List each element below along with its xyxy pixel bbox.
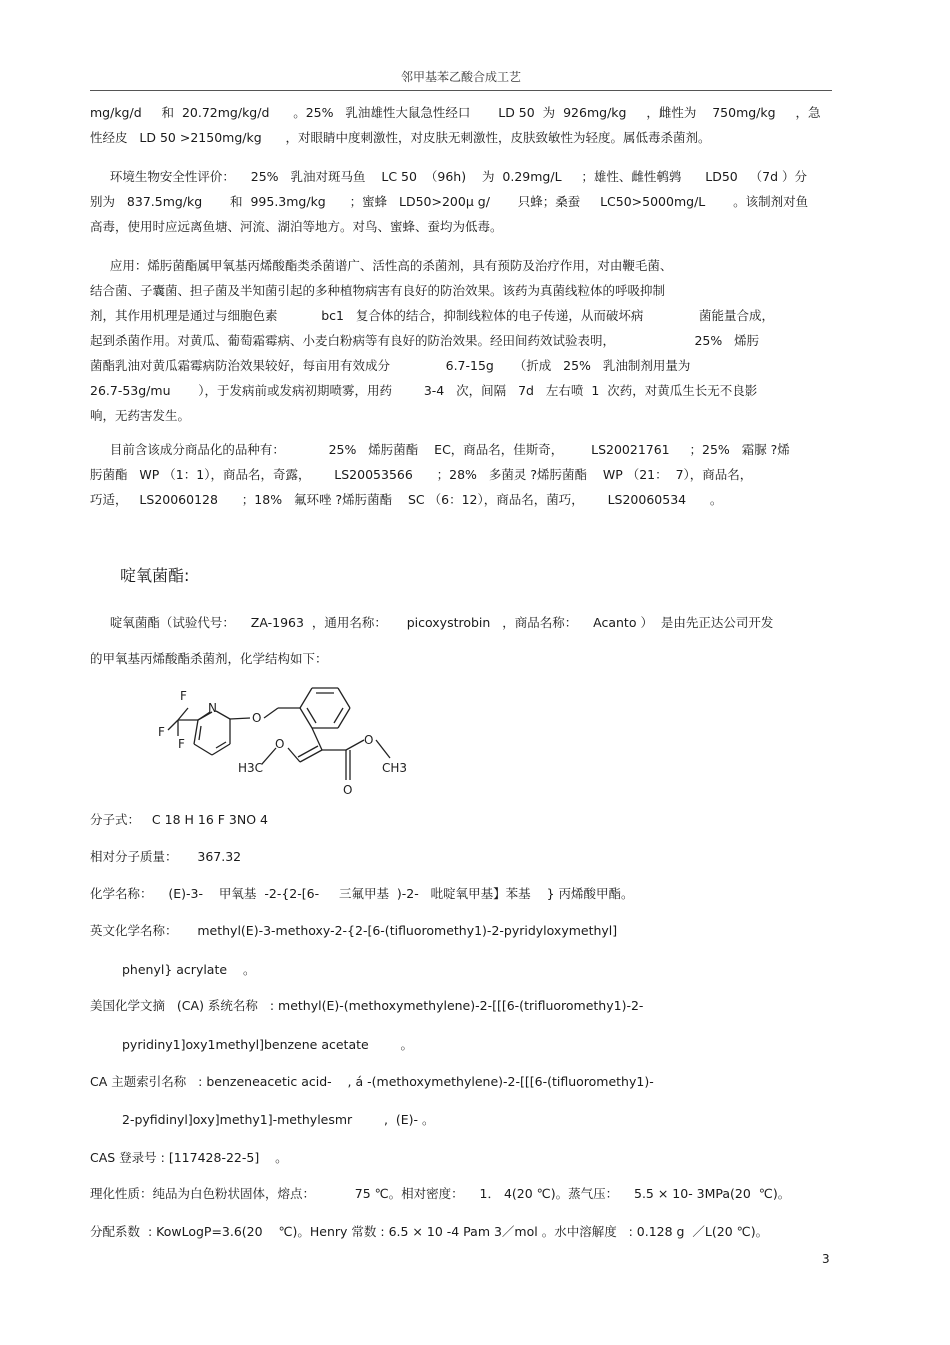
atom-label-f: F — [178, 737, 185, 751]
page-number: 3 — [822, 1252, 830, 1266]
physchem-properties: 理化性质：纯品为白色粉状固体，熔点： 75 ℃。相对密度： 1． 4(20 ℃)。蒸气压： 5.5 × 10- 3MPa(20 ℃)。 — [90, 1186, 791, 1201]
atom-label-o: O — [275, 737, 285, 751]
text-line: 应用：烯肟菌酯属甲氧基丙烯酸酯类杀菌谱广、活性高的杀菌剂，具有预防及治疗作用，对由鞭毛菌、 — [90, 258, 673, 273]
products-paragraph — [90, 437, 835, 512]
english-name-cont: phenyl} acrylate 。 — [122, 962, 256, 977]
atom-label-o: O — [343, 783, 353, 797]
text-line: 剂，其作用机理是通过与细胞色素 bc1 复合体的结合，抑制线粒体的电子传递，从而破坏病 菌能量合成， — [90, 308, 775, 323]
text-line: 啶氧菌酯（试验代号： ZA-1963 ，通用名称： picoxystrobin ，商品名称： Acanto ） 是由先正达公司开发 — [90, 615, 774, 630]
text-line: 菌酯乳油对黄瓜霜霉病防治效果较好，每亩用有效成分 6.7-15g （折成 25% 乳油制剂用量为 — [90, 358, 691, 373]
text-line: 响，无药害发生。 — [90, 408, 191, 423]
atom-label-methyl: CH3 — [382, 761, 408, 775]
chemical-structure — [150, 660, 420, 800]
molecular-weight: 相对分子质量： 367.32 — [90, 849, 242, 864]
atom-label-f: F — [158, 725, 165, 739]
text-line: 目前含该成分商品化的品种有： 25% 烯肟菌酯 EC，商品名，佳斯奇， LS20021761 ；25% 霜脲 ?烯 — [90, 442, 790, 457]
text-line: 起到杀菌作用。对黄瓜、葡萄霜霉病、小麦白粉病等有良好的防治效果。经田间药效试验表明， 25% 烯肟 — [90, 333, 760, 348]
partition-coefficient: 分配系数 : KowLogP=3.6(20 ℃)。Henry 常数 : 6.5 × 10 -4 Pam 3／mol 。水中溶解度 : 0.128 g ／L(20 ℃)。 — [90, 1224, 769, 1239]
ca-system-name-cont: pyridiny1]oxy1methyl]benzene acetate 。 — [122, 1037, 413, 1052]
text-line: 巧适， LS20060128 ；18% 氟环唑 ?烯肟菌酯 SC （6：12），商品名，菌巧， LS20060534 。 — [90, 492, 723, 507]
section-title: 啶氧菌酯: — [120, 566, 190, 585]
text-line: 26.7-53g/mu ），于发病前或发病初期喷雾，用药 3-4 次，间隔 7d 左右喷 1 次药，对黄瓜生长无不良影 — [90, 383, 758, 398]
ca-index-name: CA 主题索引名称 : benzeneacetic acid- , á -(methoxymethylene)-2-[[[6-(tifluoromethy1)- — [90, 1074, 654, 1089]
atom-label-o: O — [252, 711, 262, 725]
application-paragraph — [90, 253, 835, 428]
text-line: 肟菌酯 WP （1：1），商品名，奇露， LS20053566 ；28% 多菌灵 ?烯肟菌酯 WP （21： 7），商品名， — [90, 467, 753, 482]
atom-label-f: F — [180, 689, 187, 703]
english-name: 英文化学名称： methyl(E)-3-methoxy-2-{2-[6-(tifluoromethy1)-2-pyridyloxymethyl] — [90, 923, 618, 938]
toxicity-paragraph — [90, 100, 835, 150]
atom-label-methyl: H3C — [238, 761, 264, 775]
ca-system-name: 美国化学文摘 (CA) 系统名称 : methyl(E)-(methoxymethylene)-2-[[[6-(trifluoromethy1)-2- — [90, 998, 644, 1013]
text-line: 的甲氧基丙烯酸酯杀菌剂，化学结构如下： — [90, 651, 328, 666]
atom-label-n: N — [208, 701, 217, 715]
text-line: 结合菌、子囊菌、担子菌及半知菌引起的多种植物病害有良好的防治效果。该药为真菌线粒体的呼吸抑制 — [90, 283, 666, 298]
page-header: 邻甲基苯乙酸合成工艺 — [400, 70, 521, 84]
text-line: 高毒，使用时应远离鱼塘、河流、湖泊等地方。对鸟、蜜蜂、蚕均为低毒。 — [90, 219, 503, 234]
chemical-name: 化学名称： (E)-3- 甲氧基 -2-{2-[6- 三氟甲基 )-2- 吡啶氧甲基】苯基 } 丙烯酸甲酯。 — [90, 886, 634, 901]
text-line: 环境生物安全性评价： 25% 乳油对斑马鱼 LC 50 （96h) 为 0.29mg/L ；雄性、雌性鹌鹑 LD50 （7d ）分 — [90, 169, 808, 184]
ca-index-name-cont: 2-pyfidinyl]oxy]methy1]-methylesmr , (E)- 。 — [122, 1112, 435, 1127]
text-line: mg/kg/d 和 20.72mg/kg/d 。25% 乳油雄性大鼠急性经口 LD 50 为 926mg/kg ，雌性为 750mg/kg ，急 — [90, 105, 821, 120]
cas-number: CAS 登录号 : [117428-22-5] 。 — [90, 1150, 288, 1165]
atom-label-o: O — [364, 733, 374, 747]
header-divider — [90, 90, 832, 91]
env-safety-paragraph — [90, 164, 835, 239]
text-line: 别为 837.5mg/kg 和 995.3mg/kg ；蜜蜂 LD50>200μ g/ 只蜂；桑蚕 LC50>5000mg/L 。该制剂对鱼 — [90, 194, 809, 209]
text-line: 性经皮 LD 50 >2150mg/kg ，对眼睛中度刺激性，对皮肤无刺激性，皮肤致敏性为轻度。属低毒杀菌剂。 — [90, 130, 711, 145]
molecular-formula: 分子式： C 18 H 16 F 3NO 4 — [90, 812, 268, 827]
